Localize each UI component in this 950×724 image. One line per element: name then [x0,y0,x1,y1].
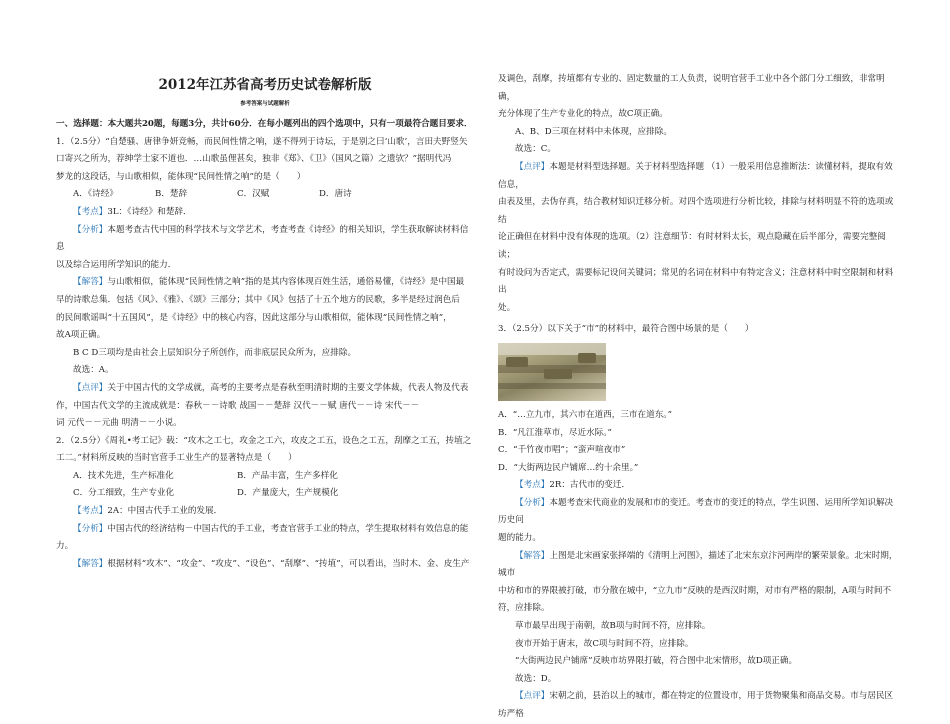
q3-jieda-2: 中坊和市的界限被打破，市分散在城中，“立九市”反映的是西汉时期，对市有严格的限制，A项与时间不 [498,585,892,596]
q2-dianping-4: 有时设问为否定式，需要标记设问关键词；常见的名词在材料中有特定含义；注意材料中时空限制和材料出 [498,267,894,296]
q3-fenxi-2: 题的能力。 [498,533,541,544]
fenxi-tag: 【分析】 [73,224,108,235]
q3-jieda-5: 夜市开始于唐末，故C项与时间不符，应排除。 [515,638,694,649]
q1-option-b: B．楚辞 [155,189,188,200]
q2-options-row-1 [56,468,474,486]
q1-option-c: C．汉赋 [237,189,270,200]
q1-kaodian: 【考点】3L：《诗经》和楚辞． [73,206,192,217]
q2-fenxi-2: 力。 [56,541,74,552]
q3-stem: 3．（2.5分）以下关于“市”的材料中，最符合图中场景的是（ ） [498,324,754,335]
fenxi-tag: 【分析】 [73,523,108,534]
q3-jieda-3: 符，应排除。 [498,603,550,614]
q1-stem-2: 口寄兴之所为，荐绅学士家不道也．…山歌虽俚甚矣，独非《郑》、《卫》（国风之篇）之遗欤？”据明代冯 [56,154,452,165]
q3-option-a: A．“…立九市，其六市在道西，三市在道东。” [498,409,672,420]
jieda-tag: 【解答】 [73,558,108,569]
q3-option-b: B．“凡江淮草市，尽近水际。” [498,427,612,438]
dianping-tag: 【点评】 [73,382,108,393]
q1-dianping-3: 词 元代－－元曲 明清－－小说。 [56,418,182,429]
q3-fenxi: 【分析】本题考查宋代商业的发展和市的变迁。考查市的变迁的特点，学生识图、运用所学知识解决历史问 [498,497,894,526]
right-column [498,71,900,724]
q2-stem-2: 工二。”材料所反映的当时官营手工业生产的显著特点是（ ） [56,453,297,464]
q1-options [56,186,474,204]
q3-answer: 故选：D。 [515,673,557,684]
q3-jieda-6: “大街两边民户铺席”反映市坊界限打破，符合图中北宋情形，故D项正确。 [515,656,798,667]
q2-dianping-5: 处。 [498,302,516,313]
q2-option-c: C．分工细致，生产专业化 [73,488,175,499]
q2-jieda-3: 充分体现了生产专业化的特点，故C项正确。 [498,109,668,120]
q1-jieda-3: 的民间歌谣叫“十五国风”，是《诗经》中的核心内容，因此这部分与山歌相似，能体现“民间性情之响”， [56,312,452,323]
q2-option-d: D．产量庞大，生产规模化 [237,488,339,499]
q2-dianping: 【点评】本题是材料型选择题。关于材料型选择题 （1）一般采用信息推断法：读懂材料，提取有效信息， [498,161,893,190]
q2-kaodian: 【考点】2A：中国古代手工业的发展． [73,506,223,517]
kaodian-tag: 【考点】 [73,206,108,217]
kaodian-tag: 【考点】 [515,480,550,491]
left-column [56,116,474,573]
q1-jieda-4: 故A项正确。 [56,330,106,341]
q1-dianping-2: 作，中国古代文学的主流成就是：春秋－－诗歌 战国－－楚辞 汉代－－赋 唐代－－诗 宋代－－ [56,400,420,411]
q1-jieda: 【解答】与山歌相似，能体现“民间性情之响”指的是其内容体现百姓生活，通俗易懂，《诗经》是中国最 [73,277,465,288]
q2-options-row-2 [56,485,474,503]
section-heading: 一、选择题：本大题共20题，每题3分，共计60分．在每小题列出的四个选项中，只有一项最符合题目要求． [56,119,473,129]
q3-jieda: 【解答】上图是北宋画家张择端的《清明上河图》，描述了北宋东京汴河两岸的繁荣景象。北宋时期，城市 [498,550,898,579]
q2-stem-1: 2．（2.5分）《周礼•考工记》载：“攻木之工七，攻金之工六，攻皮之工五，设色之工五，刮摩之工五，抟埴之 [56,435,472,446]
q3-option-c: C．“千竹夜市唱”；“蛮声喧夜市” [498,445,626,456]
kaodian-tag: 【考点】 [73,506,108,517]
fenxi-tag: 【分析】 [515,497,550,508]
q3-jieda-4: 草市最早出现于南朝，故B项与时间不符，应排除。 [515,621,711,632]
doc-title: 2012年江苏省高考历史试卷解析版 [158,77,372,93]
dianping-tag: 【点评】 [515,691,550,702]
q2-answer: 故选：C。 [515,144,556,155]
q2-jieda: 【解答】根据材料“攻木”、“攻金”、“攻皮”、“设色”、“刮摩”、“抟埴”，可以看出，当时木、金、皮生产 [73,558,470,569]
q2-dianping-2: 由表及里，去伪存真，结合教材知识迁移分析。对四个选项进行分析比较，排除与材料明显不符的选项或结 [498,197,894,225]
q1-option-d: D．唐诗 [319,189,352,200]
doc-subtitle: 参考答案与试题解析 [240,101,290,107]
q1-jieda-5: B C D三项均是由社会上层知识分子所创作，而非底层民众所为，应排除。 [73,347,357,358]
q1-answer: 故选：A。 [73,365,114,376]
jieda-tag: 【解答】 [515,550,550,561]
q2-jieda-4: A、B、D三项在材料中未体现，应排除。 [515,126,672,137]
q2-fenxi: 【分析】中国古代的经济结构－中国古代的手工业，考查官营手工业的特点，学生提取材料有效信息的能 [73,523,469,534]
q1-fenxi-2: 以及综合运用所学知识的能力． [56,259,177,270]
q2-jieda-2: 及调色，刮摩，抟埴都有专业的、固定数量的工人负责，说明官营手工业中各个部门分工细致，非常明确， [498,74,885,102]
q2-option-b: B．产品丰富，生产多样化 [237,470,338,481]
q1-stem-3: 梦龙的这段话，与山歌相似，能体现“民间性情之响”的是（ ） [56,171,306,182]
q3-kaodian: 【考点】2R：古代市的变迁． [515,480,631,491]
dianping-tag: 【点评】 [515,161,550,172]
qingming-painting-image [498,343,606,401]
q1-stem-1: 1．（2.5分）“自楚骚、唐律争妍竞畅，而民间性情之响，遂不得列于诗坛，于是别之曰‘山歌’，言田夫野竖矢 [56,136,468,147]
q2-dianping-3: 论正确但在材料中没有体现的选项。（2）注意细节：有时材料太长，观点隐藏在后半部分，需要完整阅读； [498,232,886,260]
q1-jieda-2: 早的诗歌总集．包括《风》、《雅》、《颂》三部分；其中《风》包括了十五个地方的民歌，多半是经过润色后 [56,294,460,305]
q2-option-a: A．技术先进，生产标准化 [73,470,174,481]
q1-option-a: A．《诗经》 [73,189,118,200]
q1-dianping: 【点评】关于中国古代的文学成就，高考的主要考点是春秋至明清时期的主要文学体裁，代表人物及代表 [73,382,469,393]
q1-fenxi: 【分析】本题考查古代中国的科学技术与文学艺术，考查考查《诗经》的相关知识，学生获取解读材料信息 [56,224,469,253]
q3-dianping: 【点评】宋朝之前，县治以上的城市，都在特定的位置设市，用于货物聚集和商品交易。市与居民区坊严格 [498,691,894,719]
q3-option-d: D．“大街两边民户铺席…约十余里。” [498,462,639,473]
jieda-tag: 【解答】 [73,277,108,288]
